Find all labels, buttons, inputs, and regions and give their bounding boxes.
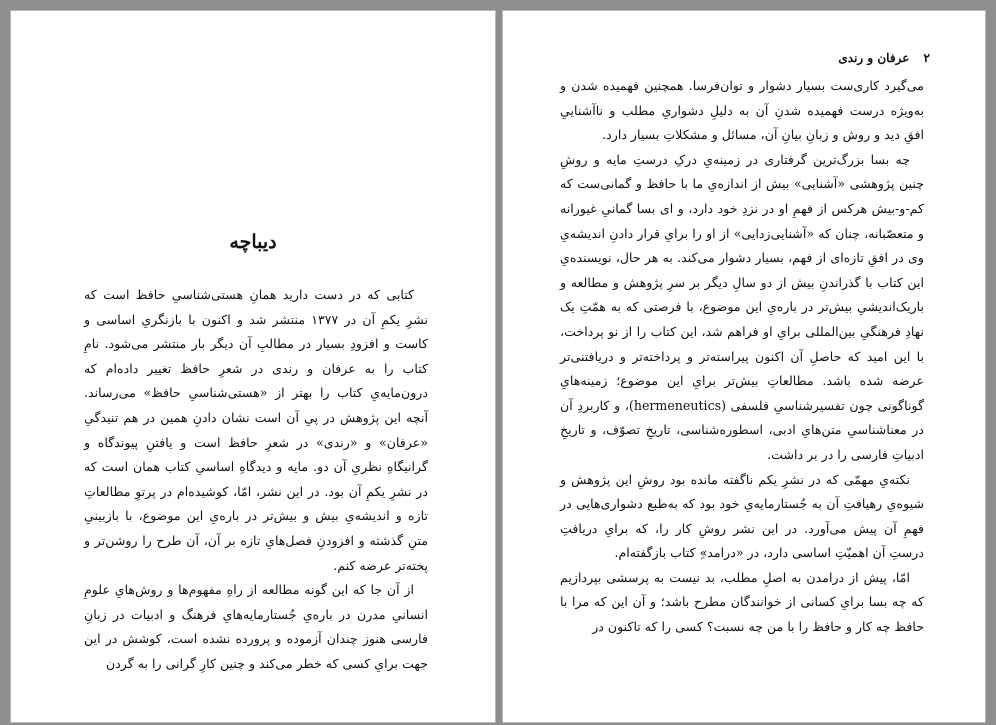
right-paragraph-4: امّا، پیش از درامدن به اصلِ مطلب، بد نیست به پرسشی بپردازیم که چه بسا برایِ کسانی از خوانندگان مطرح باشد؛ و آن این که مرا با حافظ چه کار و حافظ را با من چه نسبت؟ کسی را که تاکنون در	[560, 569, 924, 635]
left-page	[10, 10, 496, 723]
left-page-body	[84, 283, 428, 677]
running-head	[838, 51, 930, 65]
right-page	[502, 10, 986, 723]
left-paragraph-1: کتابی که در دست دارید همانِ هستی‌شناسیِ حافظ است که نشرِ یکمِ آن در ۱۳۷۷ منتشر شد و اکنون با بازنگریِ اساسی و کاست و افزودِ بسیار در مطالبِ آن دیگر بار منتشر می‌شود. نامِ کتاب را به عرفان و رندی در شعرِ حافظ تغییر داده‌ام که درون‌مایه‌یِ کتاب را بهتر از «هستی‌شناسیِ حافظ» می‌رساند. آنچه این پژوهش در پیِ آن است نشان دادنِ همین در هم تنیدگیِ «عرفان» و «رندی» در شعرِ حافظ است و یافتنِ پیوندگاه و گرانیگاهِ نظریِ آن دو. مایه و دیدگاهِ اساسیِ کتاب همان است که در نشرِ یکمِ آن بود. در این نشر، امّا، کوشیده‌ام در پرتوِ مطالعاتِ تازه و اندیشه‌یِ بیش و بیش‌تر در باره‌یِ این موضوع، با بازبینیِ متنِ گذشته و افزودنِ فصل‌هایِ تازه بر آن، آن طرح را روشن‌تر و پخته‌تر عرضه کنم.	[84, 287, 428, 573]
running-head-title: عرفان و رندی	[838, 51, 910, 65]
right-paragraph-1: می‌گیرد کاری‌ست بسیار دشوار و توان‌فرسا. همچنین فهمیده شدن و به‌ویژه درست فهمیده شدنِ آن به دلیلِ دشواریِ مطلب و ناآشناییِ افقِ دید و روش و زبانِ بیانِ آن، مسائل و مشکلاتِ بسیار دارد.	[560, 78, 924, 143]
left-paragraph-2: از آن جا که این گونه مطالعه از راهِ مفهوم‌ها و روش‌هایِ علومِ انسانیِ مدرن در باره‌یِ جُستارمایه‌هایِ فرهنگ و ادبیات در زبانِ فارسی هنوز چندان آزموده و پرورده نشده است، کوشش در این جهت برایِ کسی که خطر می‌کند و چنین کارِ گرانی را به گردن	[84, 582, 428, 671]
page-number: ۲	[923, 51, 930, 65]
right-paragraph-2: چه بسا بزرگ‌ترین گرفتاری در زمینه‌یِ درکِ درستِ مایه و روشِ چنین پژوهشی «آشنایی» بیش از اندازه‌یِ ما با حافظ و گمانی‌ست که کم‌-و-بیش هرکس از فهمِ او در نزدِ خود دارد، و ای بسا گمانیِ غیورانه و متعصّبانه، چنان که «آشنایی‌زدایی» از او را برایِ قرار دادنِ اندیشه‌یِ وی در افقِ تازه‌ای از فهم، بسیار دشوار می‌کند. به هر حال، نویسنده‌یِ این کتاب با گذراندنِ بیش از دو سالِ دیگر بر سرِ پژوهش و مطالعه و باریک‌اندیشیِ بیش‌تر در باره‌یِ این موضوع، با فرصتی که به همّتِ یک نهادِ فرهنگیِ بین‌المللی برایِ او فراهم شد، این کتاب را از نو پرداخت، با این امید که حاصلِ آن اکنون پیراسته‌تر و پرداخته‌تر و دریافتنی‌تر عرضه شده باشد. مطالعاتِ بیش‌تر برایِ این موضوع؛ زمینه‌هایِ گوناگونی چون تفسیرشناسیِ فلسفی (hermeneutics)، و کاربردِ آن در معناشناسیِ متن‌هایِ ادبی، اسطوره‌شناسی، تاریخِ تصوّف، و تاریخِ ادبیاتِ فارسی را در بر داشت.	[560, 151, 925, 462]
right-paragraph-3: نکته‌یِ مهمّی که در نشرِ یکم ناگفته مانده بود روشِ این پژوهش و شیوه‌یِ رهیافتِ آن به جُستارمایه‌یِ خود بود که به‌طبع دشواری‌هایی در فهمِ آن پیش می‌آورد. در این نشر روشِ کار را، که برایِ دریافتِ درستِ آن اهمیّتِ اساسی دارد، در «درامد»ِ کتاب بازگفته‌ام.	[560, 471, 924, 561]
chapter-title: دیباچه	[229, 231, 277, 253]
right-page-body	[560, 74, 924, 640]
